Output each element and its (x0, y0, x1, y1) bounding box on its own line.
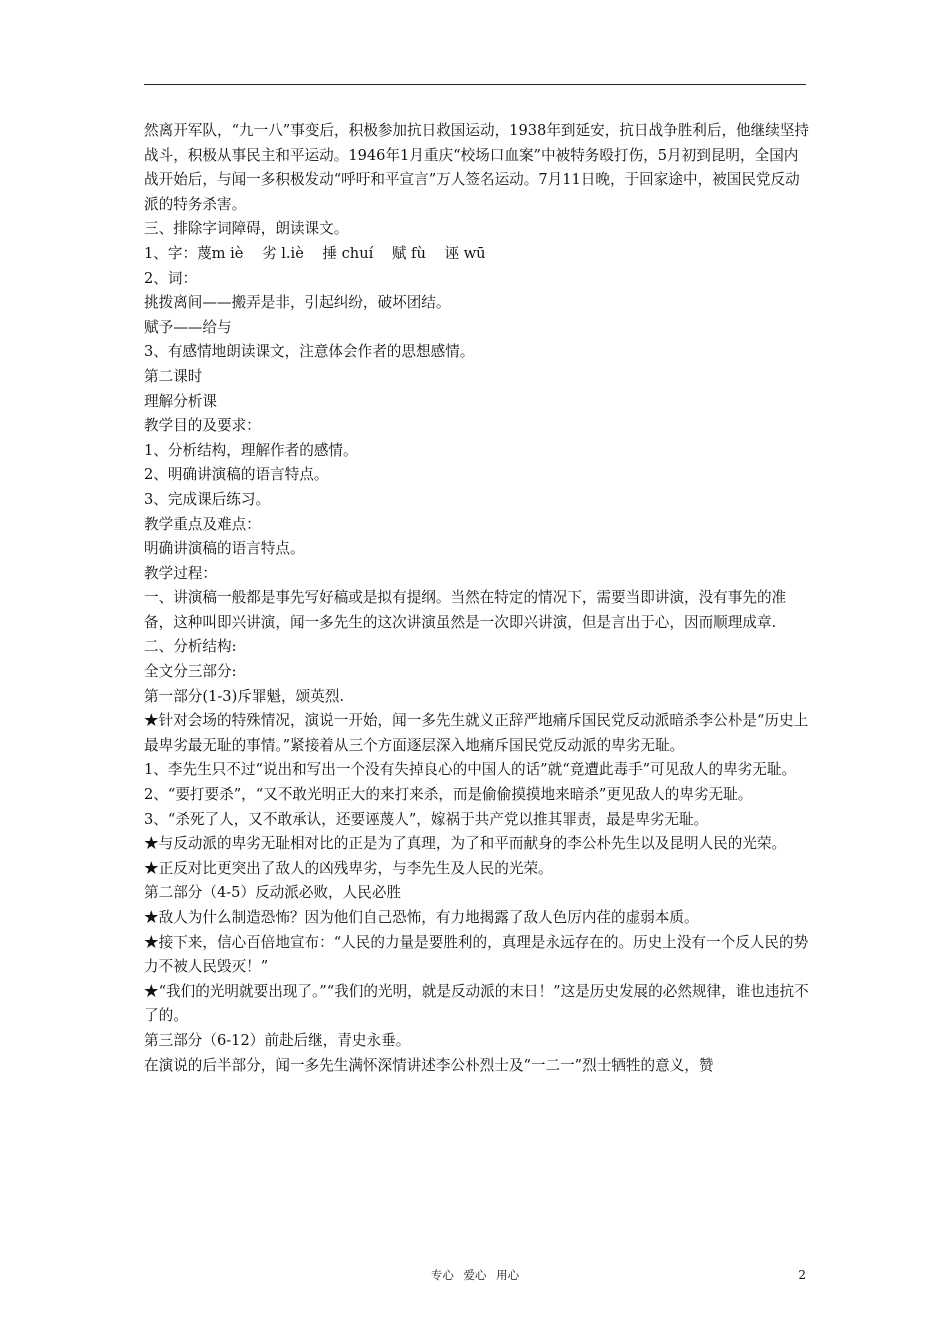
star-point: ★“我们的光明就要出现了。”“我们的光明，就是反动派的末日！”这是历史发展的必然规律，谁也违抗不了的。 (144, 982, 809, 1025)
objective-item: 2、明确讲演稿的语言特点。 (144, 466, 329, 484)
star-point: ★针对会场的特殊情况，演说一开始，闻一多先生就义正辞严地痛斥国民党反动派暗杀李公朴是“历史上最卑劣最无耻的事情。”紧接着从三个方面逐层深入地痛斥国民党反动派的卑劣无耻。 (144, 712, 809, 754)
star-point: ★正反对比更突出了敌人的凶残卑劣，与李先生及人民的光荣。 (144, 859, 553, 877)
footer-motto: 专心 爱心 用心 (430, 1268, 520, 1282)
objective-item: 1、分析结构，理解作者的感情。 (144, 441, 358, 459)
paragraph-bio-continued: 然离开军队，“九一八”事变后，积极参加抗日救国运动，1938年到延安，抗日战争胜利后，他继续坚持战斗，积极从事民主和平运动。1946年1月重庆“校场口血案”中被特务殴打伤，5月初到昆明，全国内战开始后，与闻一多积极发动“呼吁和平宣言”万人签名运动。7月11日晚，于回家途中，被国民党反动派的特务杀害。 (144, 122, 810, 213)
numbered-point: 2、“要打要杀”，“又不敢光明正大的来打来杀，而是偷偷摸摸地来暗杀”更见敌人的卑劣无耻。 (144, 786, 753, 804)
star-point: ★接下来，信心百倍地宣布：“人民的力量是要胜利的，真理是永远存在的。历史上没有一个反人民的势力不被人民毁灭！” (144, 933, 809, 976)
paragraph-read-aloud: 3、有感情地朗读课文，注意体会作者的思想感情。 (144, 343, 475, 361)
star-point: ★与反动派的卑劣无耻相对比的正是为了真理，为了和平而献身的李公朴先生以及昆明人民的光荣。 (144, 835, 787, 853)
paragraph-word-2: 赋予——给与 (144, 318, 232, 336)
part-one-heading: 第一部分(1-3)斥罪魁，颂英烈. (144, 687, 345, 705)
process-heading: 教学过程： (144, 564, 217, 582)
paragraph-words-label: 2、词： (144, 269, 198, 287)
paragraph-characters: 1、字：蔑m iè 劣 l.iè 捶 chuí 赋 fù 诬 wū (144, 244, 486, 262)
structure-summary: 全文分三部分: (144, 663, 237, 681)
paragraph-speech-intro: 一、讲演稿一般都是事先写好稿或是拟有提纲。当然在特定的情况下，需要当即讲演，没有事先的准备，这种叫即兴讲演，闻一多先生的这次讲演虽然是一次即兴讲演，但是言出于心，因而顺理成章. (144, 589, 787, 631)
star-point: ★敌人为什么制造恐怖？因为他们自己恐怖，有力地揭露了敌人色厉内荏的虚弱本质。 (144, 909, 699, 926)
paragraph-word-1: 挑拨离间——搬弄是非，引起纠纷，破坏团结。 (144, 294, 451, 312)
objective-item: 3、完成课后练习。 (144, 490, 271, 508)
key-points-heading: 教学重点及难点： (144, 515, 261, 533)
header-rule (144, 84, 806, 85)
numbered-point: 1、李先生只不过“说出和写出一个没有失掉良心的中国人的话”就“竟遭此毒手”可见敌人的卑劣无耻。 (144, 761, 797, 779)
key-points-text: 明确讲演稿的语言特点。 (144, 540, 305, 558)
lesson-type: 理解分析课 (144, 392, 217, 410)
section-heading-3: 三、排除字词障碍，朗读课文。 (144, 220, 349, 238)
document-body (144, 119, 812, 1078)
numbered-point: 3、“杀死了人，又不敢承认，还要诬蔑人”，嫁祸于共产党以推其罪责，最是卑劣无耻。 (144, 810, 709, 828)
part-three-heading: 第三部分（6-12）前赴后继，青史永垂。 (144, 1031, 411, 1049)
paragraph-part-three: 在演说的后半部分，闻一多先生满怀深情讲述李公朴烈士及“一二一”烈士牺牲的意义，赞 (144, 1056, 714, 1074)
structure-heading: 二、分析结构: (144, 638, 237, 656)
lesson-title: 第二课时 (144, 367, 203, 385)
part-two-heading: 第二部分（4-5）反动派必败，人民必胜 (144, 884, 402, 902)
page-number: 2 (798, 1268, 806, 1282)
objectives-heading: 教学目的及要求： (144, 417, 261, 435)
